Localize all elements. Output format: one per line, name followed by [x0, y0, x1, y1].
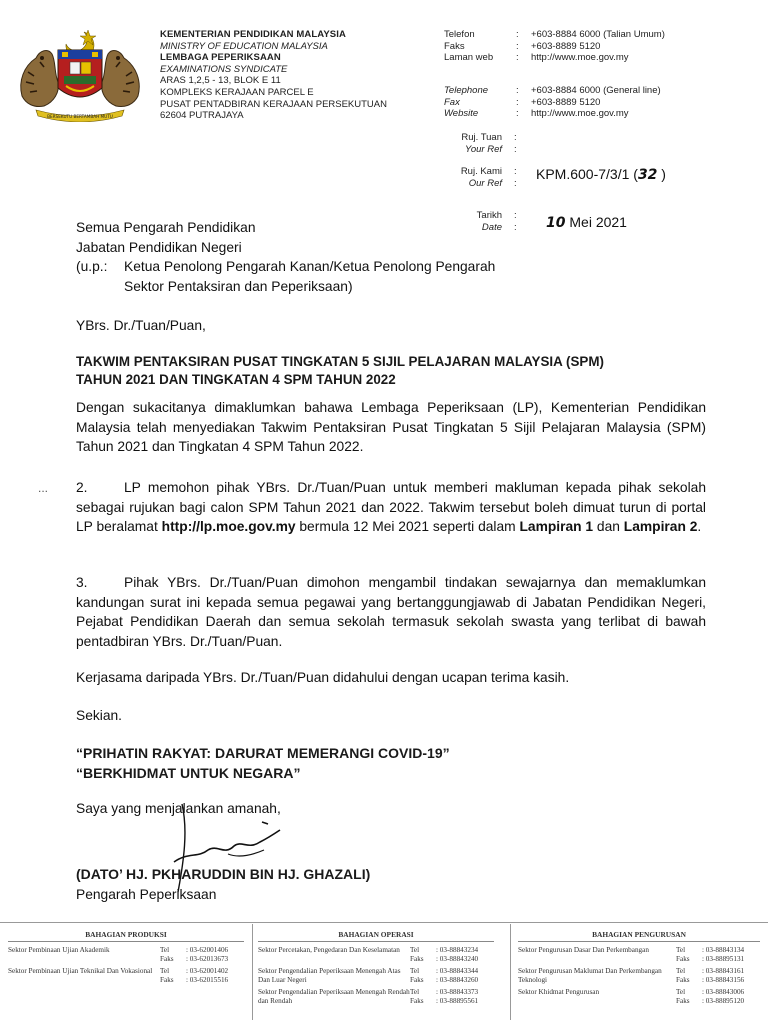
faks-label: Faks: [410, 996, 424, 1005]
our-ref-label: Our Ref: [468, 177, 502, 189]
our-ref-handwritten: 32: [637, 167, 658, 183]
tel-number: 03-62001406: [189, 946, 229, 954]
date-value: [546, 214, 627, 231]
footer-row: Sektor Pengurusan Dasar Dan Perkembangan Tel Faks : 03-88843134 : 03-88895131: [518, 946, 745, 963]
recipient-line: Jabatan Pendidikan Negeri: [76, 239, 242, 255]
fax-number: 03-62015516: [189, 975, 229, 984]
ministry-name-en: MINISTRY OF EDUCATION MALAYSIA: [160, 40, 328, 52]
contact-block-en: Telephone : +603-8884 6000 (General line) Fax : +603-8889 5120 Website : http://www.moe.gov.my: [444, 85, 661, 120]
footer-row: Sektor Pengendalian Peperiksaan Menengah Rendah dan Rendah Tel Faks : 03-88843373 : 03-88895561: [258, 988, 479, 1005]
date-handwritten: 10: [546, 215, 566, 231]
contact-label: Website: [444, 108, 479, 120]
our-ref-number: KPM.600-7/3/1 (: [536, 166, 638, 182]
tel-number: 03-88843006: [705, 988, 745, 997]
portal-url-link[interactable]: http://lp.moe.gov.my: [161, 519, 296, 535]
letter-title: [76, 353, 708, 388]
contact-label: Faks: [444, 40, 465, 52]
paragraph-text: Pihak YBrs. Dr./Tuan/Puan dimohon mengambil tindakan sewajarnya dan memaklumkan kandungan surat ini kepada semua pegawai yang bertanggungjawab di Jabatan Pendidikan Negeri, Pejabat Pendidikan Daerah dan semua sekolah termasuk sekolah swasta yang terlibat di bawah pentadbiran YBrs. Dr./Tuan/Puan.: [76, 575, 706, 649]
recipient-block: [76, 218, 495, 296]
tel-label: Tel: [410, 967, 420, 976]
contact-label: Fax: [444, 96, 460, 108]
contact-value: +603-8884 6000 (General line): [531, 85, 661, 96]
sector-name: Sektor Pengurusan Maklumat Dan Perkembangan Teknologi: [518, 967, 662, 984]
footer-col-produksi: [8, 930, 244, 988]
ministry-name-ms: KEMENTERIAN PENDIDIKAN MALAYSIA: [160, 29, 346, 40]
sector-name: Sektor Pengurusan Dasar Dan Perkembangan: [518, 946, 649, 954]
margin-ellipsis: ...: [38, 481, 49, 495]
address-line: 62604 PUTRAJAYA: [160, 110, 244, 122]
our-ref-close: ): [657, 166, 666, 182]
motto-line: “PRIHATIN RAKYAT: DARURAT MEMERANGI COVID-19”: [76, 745, 450, 761]
fax-number: 03-62013673: [189, 954, 229, 963]
ministry-address-block: [160, 29, 387, 122]
tel-number: 03-88843234: [439, 946, 479, 954]
fax-number: 03-88843156: [705, 975, 745, 984]
footer-row: Sektor Pengendalian Peperiksaan Menengah Atas Dan Luar Negeri Tel Faks : 03-88843344 : 03-88843260: [258, 967, 479, 984]
ruj-kami-label: Ruj. Kami: [460, 166, 502, 177]
contact-value: +603-8889 5120: [531, 40, 601, 52]
footer-col-pengurusan: [518, 930, 760, 1010]
date-label: Date: [481, 221, 502, 233]
lampiran-1: Lampiran 1: [519, 519, 594, 535]
signatory-name: (DATO’ HJ. PKHARUDDIN BIN HJ. GHAZALI): [76, 866, 371, 882]
paragraph-3: [76, 573, 706, 651]
closing-sekian: Sekian.: [76, 708, 123, 723]
contact-value: http://www.moe.gov.my: [531, 108, 629, 120]
your-ref-block: Ruj. Tuan : Your Ref :: [446, 132, 517, 155]
tel-number: 03-62001402: [189, 967, 229, 976]
fax-number: 03-88895561: [439, 996, 479, 1005]
motto-line: “BERKHIDMAT UNTUK NEGARA”: [76, 765, 301, 781]
motto-block: [76, 743, 450, 783]
tel-number: 03-88843344: [439, 967, 479, 976]
faks-label: Faks: [410, 954, 424, 963]
footer-row: Sektor Pembinaan Ujian Teknikal Dan Vokasional Tel Faks : 03-62001402 : 03-62015516: [8, 967, 229, 984]
paragraph-text: LP memohon pihak YBrs. Dr./Tuan/Puan untuk memberi makluman kepada pihak sekolah sebagai rujukan bagi calon SPM Tahun 2021 dan 2022. Takwim tersebut boleh dimuat turun di portal LP beralamat: [76, 480, 706, 535]
tel-label: Tel: [410, 946, 420, 954]
faks-label: Faks: [160, 954, 174, 963]
paragraph-2: [76, 478, 706, 537]
greeting: YBrs. Dr./Tuan/Puan,: [76, 318, 206, 333]
footer-row: Sektor Pengurusan Maklumat Dan Perkembangan Teknologi Tel Faks : 03-88843161 : 03-88843156: [518, 967, 745, 984]
footer-row: Sektor Khidmat Pengurusan Tel Faks : 03-88843006 : 03-88895120: [518, 988, 745, 1005]
contact-value: +603-8889 5120: [531, 96, 601, 108]
tel-label: Tel: [676, 988, 686, 997]
lampiran-2: Lampiran 2: [623, 519, 698, 535]
amanah-line: Saya yang menjalankan amanah,: [76, 801, 281, 816]
sector-name: Sektor Pengendalian Peperiksaan Menengah Atas Dan Luar Negeri: [258, 967, 401, 984]
paragraph-4: Kerjasama daripada YBrs. Dr./Tuan/Puan didahului dengan ucapan terima kasih.: [76, 670, 570, 685]
contact-label: Telephone: [444, 85, 489, 96]
address-line: ARAS 1,2,5 - 13, BLOK E 11: [160, 75, 281, 87]
date-text: Mei 2021: [565, 214, 627, 230]
fax-number: 03-88895131: [705, 954, 745, 963]
footer-directory: [0, 922, 768, 1024]
tel-label: Tel: [160, 967, 170, 976]
paragraph-text: bermula 12 Mei 2021 seperti dalam: [295, 519, 520, 535]
footer-row: Sektor Pembinaan Ujian Akademik Tel Faks : 03-62001406 : 03-62013673: [8, 946, 229, 963]
paragraph-text: .: [697, 519, 702, 535]
up-label: (u.p.:: [76, 259, 108, 275]
up-line: Ketua Penolong Pengarah Kanan/Ketua Penolong Pengarah: [124, 259, 496, 275]
syndicate-name-ms: LEMBAGA PEPERIKSAAN: [160, 52, 281, 64]
sector-name: Sektor Percetakan, Pengedaran Dan Keselamatan: [258, 946, 400, 954]
our-ref-block: Ruj. Kami : Our Ref :: [446, 166, 517, 189]
svg-text:BERSEKUTU BERTAMBAH MUTU: BERSEKUTU BERTAMBAH MUTU: [47, 114, 113, 119]
fax-number: 03-88843260: [439, 975, 479, 984]
paragraph-number: 2.: [76, 480, 88, 495]
crest-icon: [14, 26, 146, 122]
tel-number: 03-88843161: [705, 967, 745, 976]
contact-value: http://www.moe.gov.my: [531, 52, 629, 64]
tel-number: 03-88843373: [439, 988, 479, 997]
sector-name: Sektor Pembinaan Ujian Akademik: [8, 946, 110, 954]
faks-label: Faks: [410, 975, 424, 984]
tel-label: Tel: [676, 967, 686, 976]
signatory-title: Pengarah Peperiksaan: [76, 887, 217, 902]
contact-block-ms: Telefon : +603-8884 6000 (Talian Umum) Faks : +603-8889 5120 Laman web : http://www.moe.gov.my: [444, 29, 665, 64]
recipient-line: Semua Pengarah Pendidikan: [76, 220, 256, 235]
paragraph-1: Dengan sukacitanya dimaklumkan bahawa Lembaga Peperiksaan (LP), Kementerian Pendidikan Malaysia telah menyediakan Takwim Pentaksiran Pusat Tingkatan 5 Sijil Pelajaran Malaysia (SPM) Tahun 2021 dan Tingkatan 4 SPM Tahun 2022.: [76, 400, 706, 455]
fax-number: 03-88895120: [705, 996, 745, 1005]
tel-number: 03-88843134: [705, 946, 745, 954]
tarikh-label: Tarikh: [476, 210, 502, 221]
tel-label: Tel: [160, 946, 170, 954]
contact-value: +603-8884 6000 (Talian Umum): [531, 29, 665, 40]
faks-label: Faks: [676, 975, 690, 984]
footer-heading: BAHAGIAN OPERASI: [258, 930, 494, 942]
ministry-crest-logo: [14, 26, 146, 122]
address-line: KOMPLEKS KERAJAAN PARCEL E: [160, 86, 314, 98]
paragraph-number: 3.: [76, 575, 88, 590]
faks-label: Faks: [676, 954, 690, 963]
title-line: TAKWIM PENTAKSIRAN PUSAT TINGKATAN 5 SIJIL PELAJARAN MALAYSIA (SPM): [76, 354, 604, 369]
address-line: PUSAT PENTADBIRAN KERAJAAN PERSEKUTUAN: [160, 98, 387, 110]
syndicate-name-en: EXAMINATIONS SYNDICATE: [160, 63, 288, 75]
tel-label: Tel: [410, 988, 420, 997]
up-line: Sektor Pentaksiran dan Peperiksaan): [124, 278, 353, 294]
footer-heading: BAHAGIAN PRODUKSI: [8, 930, 244, 942]
your-ref-label: Your Ref: [465, 143, 502, 155]
paragraph-text: dan: [593, 519, 624, 535]
footer-row: Sektor Percetakan, Pengedaran Dan Keselamatan Tel Faks : 03-88843234 : 03-88843240: [258, 946, 479, 963]
ruj-tuan-label: Ruj. Tuan: [461, 132, 502, 143]
fax-number: 03-88843240: [439, 954, 479, 963]
date-block: Tarikh : Date :: [446, 210, 517, 233]
our-ref-value: [536, 166, 666, 183]
sector-name: Sektor Khidmat Pengurusan: [518, 988, 600, 997]
faks-label: Faks: [160, 975, 174, 984]
contact-label: Telefon: [444, 29, 475, 40]
contact-label: Laman web: [444, 52, 494, 64]
sector-name: Sektor Pengendalian Peperiksaan Menengah Rendah dan Rendah: [258, 988, 410, 1005]
title-line: TAHUN 2021 DAN TINGKATAN 4 SPM TAHUN 2022: [76, 371, 396, 387]
faks-label: Faks: [676, 996, 690, 1005]
tel-label: Tel: [676, 946, 686, 954]
footer-col-operasi: [258, 930, 494, 1010]
sector-name: Sektor Pembinaan Ujian Teknikal Dan Vokasional: [8, 967, 153, 976]
footer-heading: BAHAGIAN PENGURUSAN: [518, 930, 760, 942]
